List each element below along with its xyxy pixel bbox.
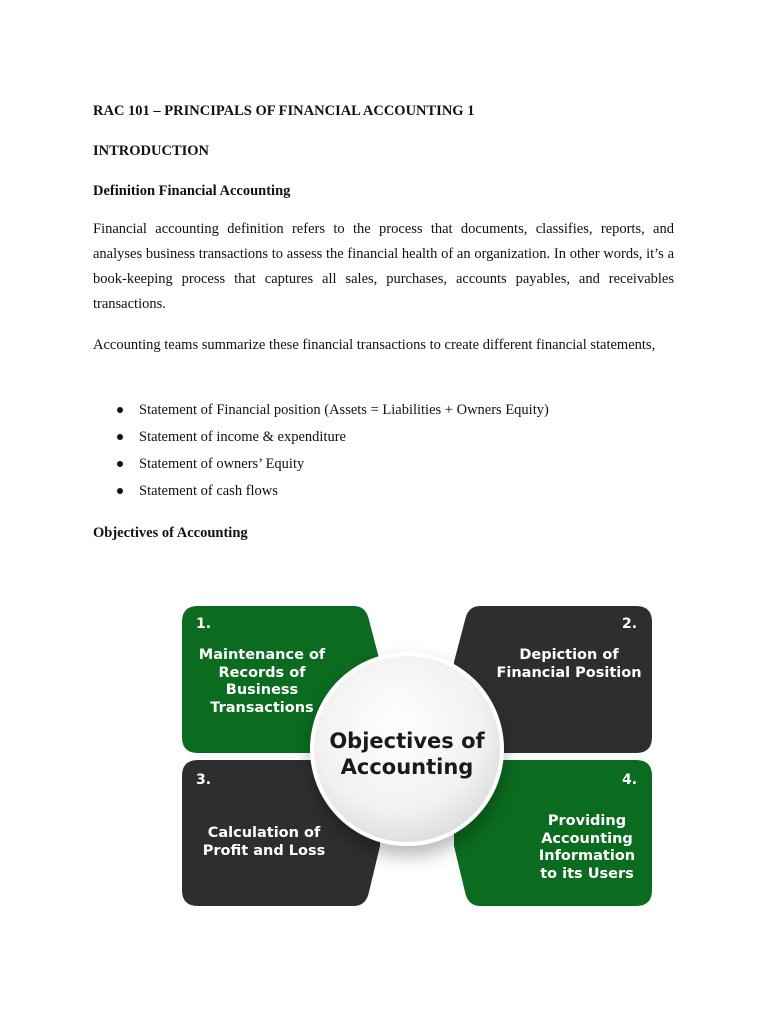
list-item: Statement of income & expenditure	[93, 424, 549, 451]
definition-paragraph: Financial accounting definition refers to the process that documents, classifies, reports, and analyses business transactions to assess the financial health of an organization. In other words, it’s a book-keeping process that captures all sales, purchases, accounts payables, and receivables transactions.	[93, 221, 674, 312]
objectives-heading: Objectives of Accounting	[93, 525, 248, 541]
list-item: Statement of Financial position (Assets = Liabilities + Owners Equity)	[93, 397, 549, 424]
quadrant-1-text: Maintenance of Records of Business Transactions	[198, 647, 326, 716]
statements-intro-paragraph: Accounting teams summarize these financial transactions to create different financial statements,	[93, 337, 656, 353]
quadrant-3-text: Calculation of Profit and Loss	[202, 825, 326, 859]
bullet-icon	[117, 461, 123, 467]
bullet-icon	[117, 407, 123, 413]
bullet-icon	[117, 488, 123, 494]
course-title: RAC 101 – PRINCIPALS OF FINANCIAL ACCOUNTING 1	[93, 103, 475, 119]
section-heading: INTRODUCTION	[93, 143, 210, 159]
objectives-infographic	[182, 606, 652, 908]
list-item: Statement of cash flows	[93, 478, 549, 505]
quadrant-4-number: 4.	[622, 772, 638, 788]
quadrant-4-text: Providing Accounting Information to its Users	[538, 813, 636, 882]
center-title: Objectives of Accounting	[329, 729, 485, 779]
quadrant-2-text: Depiction of Financial Position	[496, 647, 642, 681]
quadrant-3-number: 3.	[196, 772, 212, 788]
definition-heading: Definition Financial Accounting	[93, 183, 291, 199]
bullet-icon	[117, 434, 123, 440]
quadrant-2-number: 2.	[622, 616, 638, 632]
statements-list	[93, 397, 549, 505]
quadrant-1-number: 1.	[196, 616, 212, 632]
list-item: Statement of owners’ Equity	[93, 451, 549, 478]
